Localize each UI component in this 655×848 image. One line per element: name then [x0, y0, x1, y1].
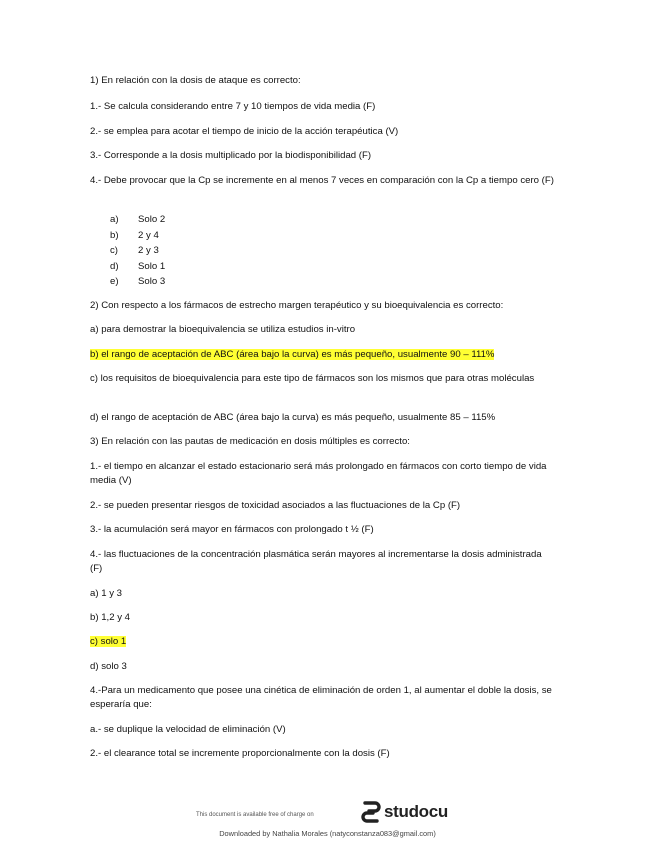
q3-item-3: 3.- la acumulación será mayor en fármacos con prolongado t ½ (F) — [90, 524, 374, 535]
q3-option-a: a) 1 y 3 — [90, 588, 122, 599]
q3-option-b: b) 1,2 y 4 — [90, 612, 130, 623]
studocu-brand: studocu — [384, 802, 449, 821]
option-text: 2 y 3 — [138, 245, 159, 256]
list-item — [90, 244, 165, 260]
option-key: d) — [110, 260, 119, 272]
option-text: Solo 2 — [138, 214, 166, 225]
list-item — [90, 229, 165, 245]
list-item — [90, 260, 165, 276]
option-key: b) — [110, 229, 119, 241]
studocu-logo-icon — [361, 801, 381, 823]
list-item — [90, 213, 165, 229]
q1-item-2: 2.- se emplea para acotar el tiempo de inicio de la acción terapéutica (V) — [90, 126, 399, 137]
q2-title: 2) Con respecto a los fármacos de estrecho margen terapéutico y su bioequivalencia es correcto: — [90, 300, 504, 311]
q1-item-3: 3.- Corresponde a la dosis multiplicado por la biodisponibilidad (F) — [90, 150, 372, 161]
option-text: Solo 3 — [138, 276, 166, 287]
option-key: a) — [110, 214, 119, 225]
q4-title: 4.-Para un medicamento que posee una cinética de eliminación de orden 1, al aumentar el doble la dosis, se esperaría que: — [90, 685, 552, 710]
q2-option-c: c) los requisitos de bioequivalencia para este tipo de fármacos son los mismos que para otras moléculas — [90, 373, 535, 384]
q2-option-a: a) para demostrar la bioequivalencia se utiliza estudios in-vitro — [90, 324, 356, 335]
q3-item-4: 4.- las fluctuaciones de la concentración plasmática serán mayores al incrementarse la dosis administrada (F) — [90, 549, 542, 574]
footer-available-text: This document is available free of charge on — [196, 812, 314, 818]
q3-item-1: 1.- el tiempo en alcanzar el estado estacionario será más prolongado en fármacos con corto tiempo de vida media (V) — [90, 461, 547, 486]
list-item — [90, 275, 165, 291]
studocu-logo[interactable] — [361, 801, 448, 823]
q4-item-2: 2.- el clearance total se incremente proporcionalmente con la dosis (F) — [90, 748, 390, 759]
q3-option-c-highlighted: c) solo 1 — [90, 636, 127, 647]
q1-item-4: 4.- Debe provocar que la Cp se incremente en al menos 7 veces en comparación con la Cp a tiempo cero (F) — [90, 175, 554, 186]
q3-item-2: 2.- se pueden presentar riesgos de toxicidad asociados a las fluctuaciones de la Cp (F) — [90, 500, 461, 511]
option-text: 2 y 4 — [138, 229, 159, 241]
option-key: e) — [110, 276, 119, 287]
footer-downloaded-by: Downloaded by Nathalia Morales (natyconstanza083@gmail.com) — [219, 829, 436, 838]
option-text: Solo 1 — [138, 260, 166, 272]
q3-option-d: d) solo 3 — [90, 661, 127, 672]
q1-title: 1) En relación con la dosis de ataque es correcto: — [90, 75, 301, 86]
q2-option-d: d) el rango de aceptación de ABC (área bajo la curva) es más pequeño, usualmente 85 – 115% — [90, 412, 496, 423]
option-key: c) — [110, 245, 118, 256]
q3-title: 3) En relación con las pautas de medicación en dosis múltiples es correcto: — [90, 436, 410, 447]
q4-item-1: a.- se duplique la velocidad de eliminación (V) — [90, 724, 286, 735]
q2-option-b-highlighted: b) el rango de aceptación de ABC (área bajo la curva) es más pequeño, usualmente 90 – 111% — [90, 349, 495, 360]
q1-options — [90, 213, 165, 291]
q1-item-1: 1.- Se calcula considerando entre 7 y 10 tiempos de vida media (F) — [90, 101, 376, 112]
